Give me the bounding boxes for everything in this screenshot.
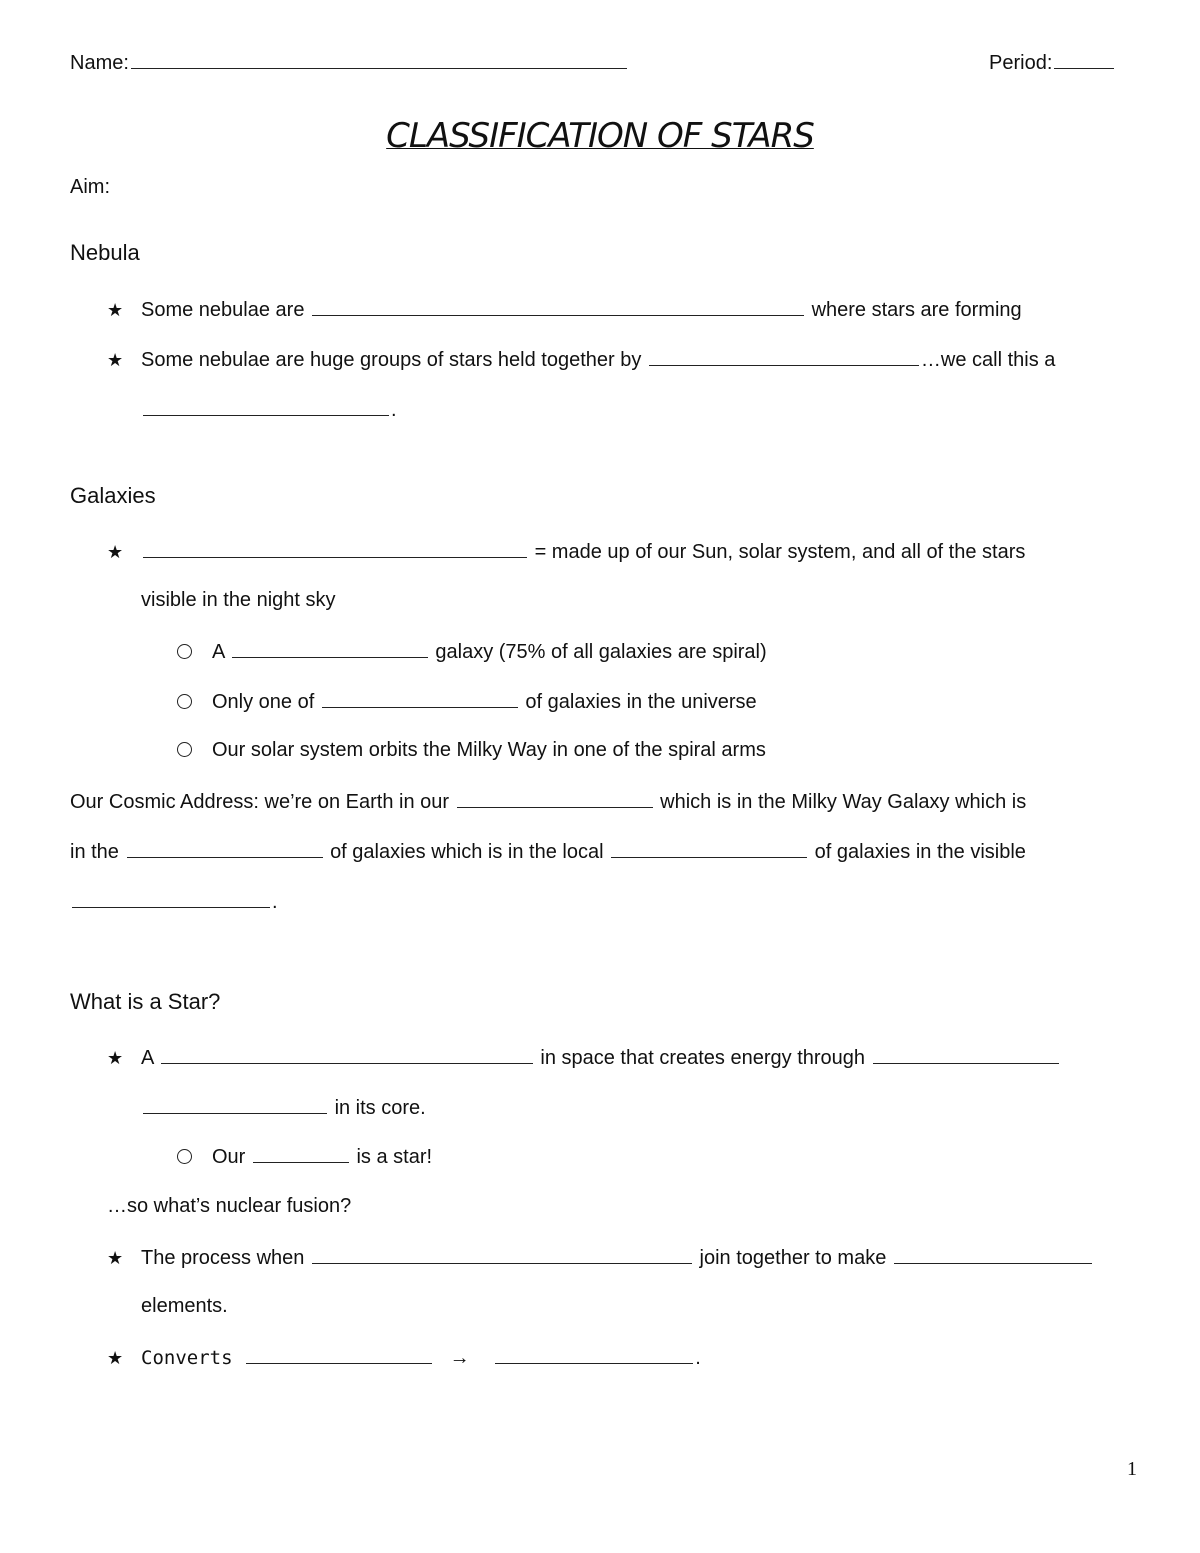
period-blank[interactable]	[1054, 48, 1114, 69]
period-label: Period:	[989, 52, 1053, 74]
star-heading: What is a Star?	[70, 989, 221, 1014]
address-blank-3[interactable]	[611, 837, 807, 858]
circle-bullet-icon	[177, 1149, 192, 1164]
galaxies-sub-3: Our solar system orbits the Milky Way in one of the spiral arms	[177, 737, 766, 763]
circle-bullet-icon	[177, 644, 192, 659]
star-bullet-icon: ★	[107, 1248, 124, 1268]
nebula-blank-3[interactable]	[143, 395, 389, 416]
galaxies-sub-2: Only one of of galaxies in the universe	[177, 687, 757, 715]
galaxies-item-1: ★ = made up of our Sun, solar system, and all of the stars	[107, 537, 1025, 565]
star-blank-6[interactable]	[894, 1243, 1092, 1264]
star-item-1: ★ A in space that creates energy through	[107, 1043, 1061, 1071]
star-bullet-icon: ★	[107, 1348, 124, 1368]
cosmic-address-line-1: Our Cosmic Address: we’re on Earth in our which is in the Milky Way Galaxy which is	[70, 787, 1026, 815]
star-item-2-cont: elements.	[141, 1295, 228, 1317]
circle-bullet-icon	[177, 694, 192, 709]
galaxies-blank-2[interactable]	[232, 637, 428, 658]
galaxies-blank-3[interactable]	[322, 687, 518, 708]
address-blank-4[interactable]	[72, 887, 270, 908]
nebula-item-1: ★ Some nebulae are where stars are forming	[107, 295, 1022, 323]
address-blank-2[interactable]	[127, 837, 323, 858]
address-blank-1[interactable]	[457, 787, 653, 808]
star-blank-1[interactable]	[161, 1043, 533, 1064]
page-number: 1	[1127, 1458, 1137, 1480]
star-item-3: ★ Converts → .	[107, 1343, 701, 1371]
star-blank-5[interactable]	[312, 1243, 692, 1264]
star-blank-7[interactable]	[246, 1343, 432, 1364]
star-blank-8[interactable]	[495, 1343, 693, 1364]
galaxies-heading: Galaxies	[70, 483, 156, 508]
star-blank-4[interactable]	[253, 1142, 349, 1163]
galaxies-blank-1[interactable]	[143, 537, 527, 558]
galaxies-sub-1: A galaxy (75% of all galaxies are spiral)	[177, 637, 767, 665]
fusion-question: …so what’s nuclear fusion?	[107, 1195, 352, 1217]
aim-label: Aim:	[70, 176, 110, 198]
nebula-blank-1[interactable]	[312, 295, 804, 316]
star-bullet-icon: ★	[107, 1048, 124, 1068]
star-bullet-icon: ★	[107, 300, 124, 320]
cosmic-address-line-2: in the of galaxies which is in the local of galaxies in the visible	[70, 837, 1026, 865]
nebula-heading: Nebula	[70, 240, 140, 265]
galaxies-item-1-cont: visible in the night sky	[141, 589, 336, 611]
star-blank-2[interactable]	[873, 1043, 1059, 1064]
name-row	[70, 48, 629, 76]
arrow-icon: →	[449, 1347, 470, 1369]
star-blank-3[interactable]	[143, 1093, 327, 1114]
cosmic-address-line-3: .	[70, 887, 278, 915]
nebula-item-2: ★ Some nebulae are huge groups of stars held together by …we call this a	[107, 345, 1055, 373]
star-bullet-icon: ★	[107, 542, 124, 562]
star-bullet-icon: ★	[107, 350, 124, 370]
name-blank[interactable]	[131, 48, 627, 69]
star-sub-1: Our is a star!	[177, 1142, 432, 1170]
nebula-item-2-cont: .	[141, 395, 397, 423]
name-label: Name:	[70, 52, 129, 74]
star-item-1-cont: in its core.	[141, 1093, 426, 1121]
nebula-blank-2[interactable]	[649, 345, 919, 366]
circle-bullet-icon	[177, 742, 192, 757]
period-row	[989, 48, 1116, 76]
page-title: CLASSIFICATION OF STARS	[386, 116, 814, 156]
star-item-2: ★ The process when join together to make	[107, 1243, 1094, 1271]
